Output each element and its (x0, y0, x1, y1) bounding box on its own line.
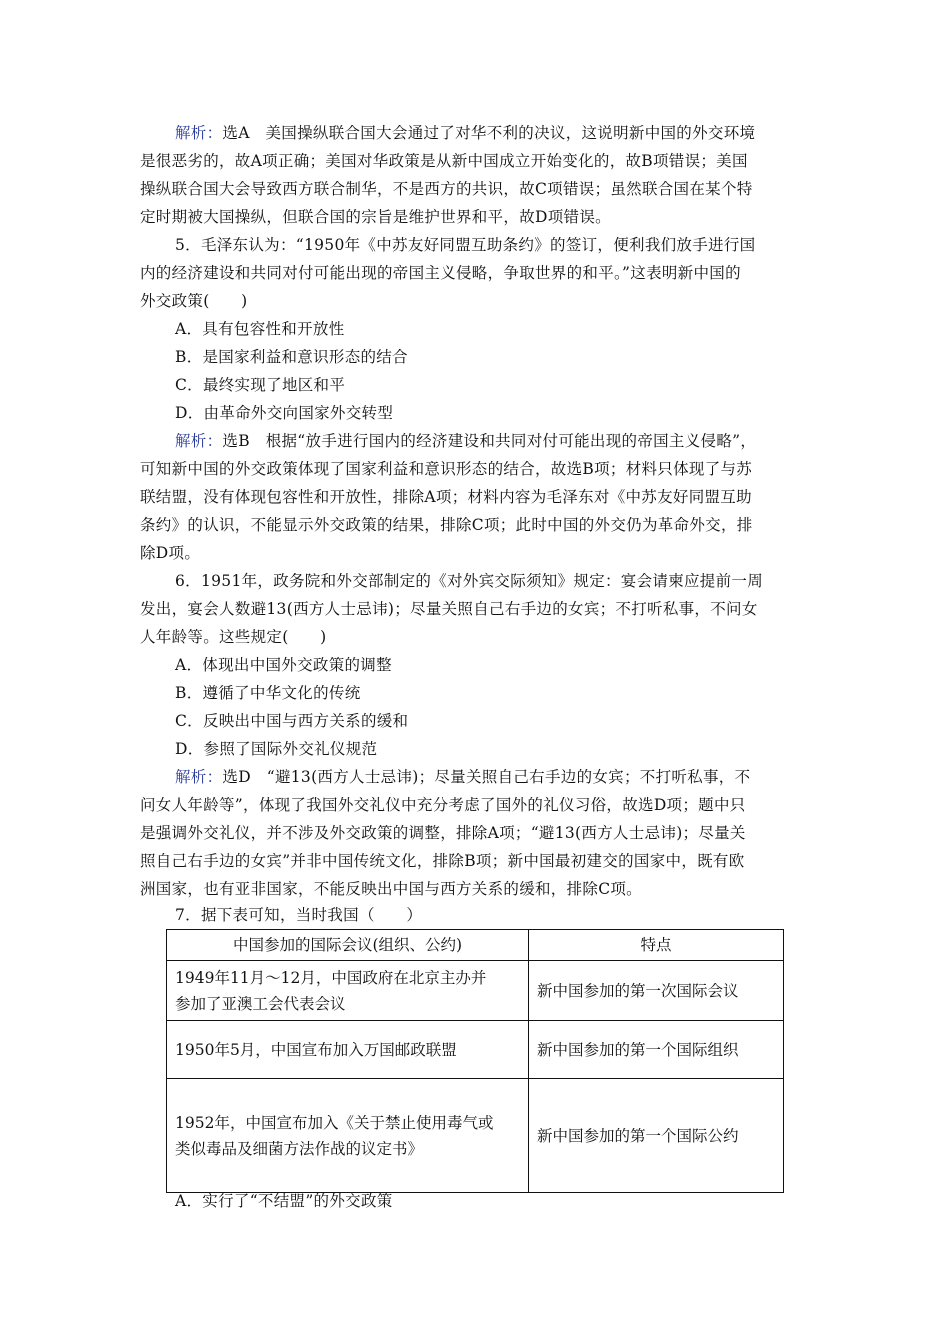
q5-option-b: B．是国家利益和意识形态的结合 (175, 348, 408, 366)
q6-stem-line: 发出，宴会人数避13(西方人士忌讳)；尽量关照自己右手边的女宾；不打听私事，不问女 (140, 600, 758, 618)
q5-stem-line: 5．毛泽东认为：“1950年《中苏友好同盟互助条约》的签订，便利我们放手进行国 (175, 236, 756, 254)
q6-option-a: A．体现出中国外交政策的调整 (175, 656, 392, 674)
table-row (167, 1079, 784, 1193)
q5-stem-line: 内的经济建设和共同对付可能出现的帝国主义侵略，争取世界的和平。”这表明新中国的 (140, 264, 741, 282)
q6-analysis-line: 问女人年龄等”，体现了我国外交礼仪中充分考虑了国外的礼仪习俗，故选D项；题中只 (140, 796, 746, 814)
table-row (167, 1021, 784, 1079)
q6-analysis-line: 洲国家，也有亚非国家，不能反映出中国与西方关系的缓和，排除C项。 (140, 880, 642, 898)
q6-analysis-line: 解析：选D “避13(西方人士忌讳)；尽量关照自己右手边的女宾；不打听私事，不 (175, 768, 751, 786)
q5-stem-line: 外交政策( ) (140, 292, 248, 310)
q5-analysis-line: 除D项。 (140, 544, 201, 562)
q6-option-d: D．参照了国际外交礼仪规范 (175, 740, 378, 758)
q6-analysis-line: 是强调外交礼仪，并不涉及外交政策的调整，排除A项；“避13(西方人士忌讳)；尽量关 (140, 824, 746, 842)
q6-stem-line: 6．1951年，政务院和外交部制定的《对外宾交际须知》规定：宴会请柬应提前一周 (175, 572, 764, 590)
q6-option-c: C．反映出中国与西方关系的缓和 (175, 712, 409, 730)
table-cell-feature: 新中国参加的第一个国际公约 (529, 1079, 784, 1193)
q5-analysis-line: 联结盟，没有体现包容性和开放性，排除A项；材料内容为毛泽东对《中苏友好同盟互助 (140, 488, 752, 506)
q5-analysis-line: 条约》的认识，不能显示外交政策的结果，排除C项；此时中国的外交仍为革命外交，排 (140, 516, 753, 534)
q6-analysis-line: 照自己右手边的女宾”并非中国传统文化，排除B项；新中国最初建交的国家中，既有欧 (140, 852, 745, 870)
analysis-label: 解析： (175, 124, 223, 142)
q7-table (166, 929, 784, 1193)
table-header-row (167, 930, 784, 961)
q5-analysis-line: 解析：选B 根据“放手进行国内的经济建设和共同对付可能出现的帝国主义侵略”， (175, 432, 757, 450)
q5-option-a: A．具有包容性和开放性 (175, 320, 345, 338)
q7-option-a: A．实行了“不结盟”的外交政策 (175, 1192, 393, 1210)
q4-analysis-line: 操纵联合国大会导致西方联合制华，不是西方的共识，故C项错误；虽然联合国在某个特 (140, 180, 753, 198)
table-header-cell: 中国参加的国际会议(组织、公约) (167, 930, 529, 961)
table-cell-event: 1950年5月，中国宣布加入万国邮政联盟 (167, 1021, 529, 1079)
table-header-cell: 特点 (529, 930, 784, 961)
q4-analysis-line: 是很恶劣的，故A项正确；美国对华政策是从新中国成立开始变化的，故B项错误；美国 (140, 152, 748, 170)
table-cell-feature: 新中国参加的第一次国际会议 (529, 961, 784, 1021)
q4-analysis-line: 解析：选A 美国操纵联合国大会通过了对华不利的决议，这说明新中国的外交环境 (175, 124, 756, 142)
table-cell-event: 1949年11月～12月，中国政府在北京主办并 参加了亚澳工会代表会议 (167, 961, 529, 1021)
q5-analysis-line: 可知新中国的外交政策体现了国家利益和意识形态的结合，故选B项；材料只体现了与苏 (140, 460, 753, 478)
q7-stem: 7．据下表可知，当时我国（ ） (175, 906, 423, 924)
table-cell-event: 1952年，中国宣布加入《关于禁止使用毒气或 类似毒品及细菌方法作战的议定书》 (167, 1079, 529, 1193)
table-cell-feature: 新中国参加的第一个国际组织 (529, 1021, 784, 1079)
q5-option-d: D．由革命外交向国家外交转型 (175, 404, 394, 422)
q6-option-b: B．遵循了中华文化的传统 (175, 684, 361, 702)
analysis-label: 解析： (175, 432, 223, 450)
table-row (167, 961, 784, 1021)
analysis-label: 解析： (175, 768, 223, 786)
q6-stem-line: 人年龄等。这些规定( ) (140, 628, 327, 646)
q5-option-c: C．最终实现了地区和平 (175, 376, 346, 394)
q4-analysis-line: 定时期被大国操纵，但联合国的宗旨是维护世界和平，故D项错误。 (140, 208, 611, 226)
